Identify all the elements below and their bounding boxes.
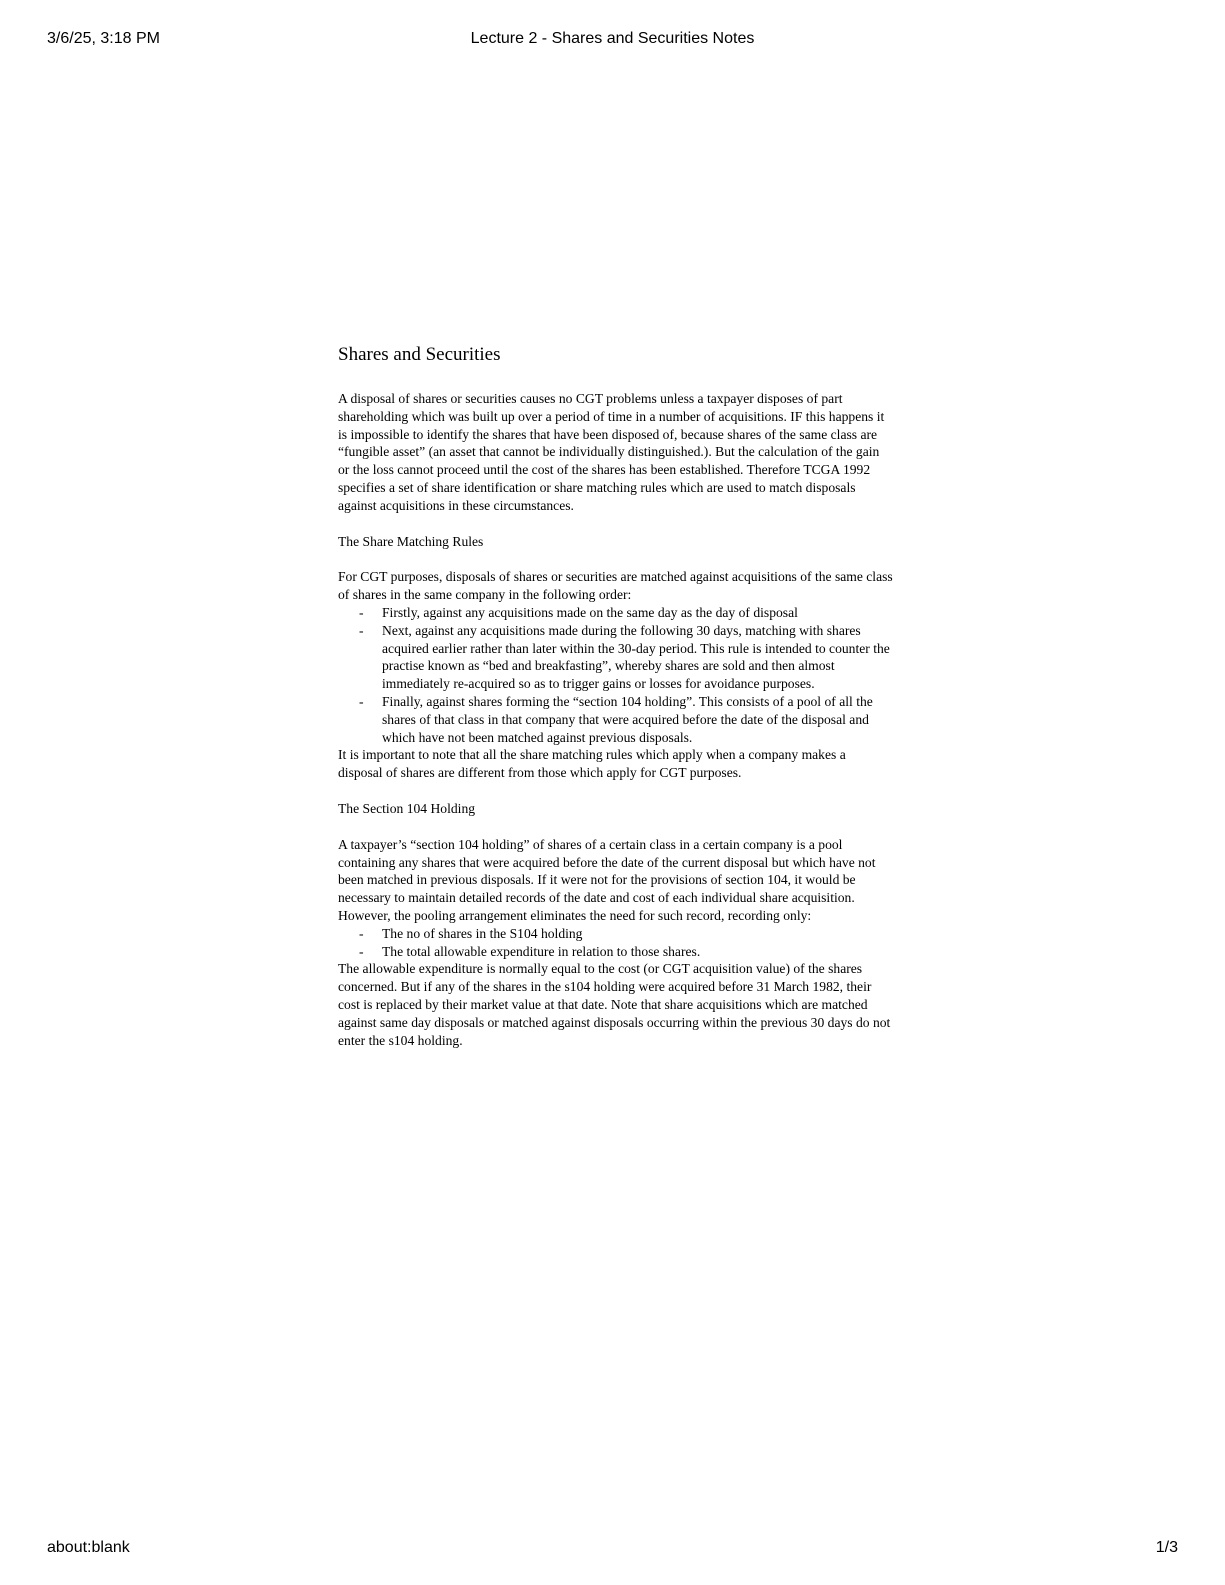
bullet-dash: - (359, 925, 364, 941)
spacer (338, 515, 893, 533)
list-item-text: The total allowable expenditure in relation to those shares. (382, 943, 701, 959)
list-item-text: Finally, against shares forming the “section 104 holding”. This consists of a pool of all the shares of that class in that company that were acquired before the date of the disposal and which have not been matched against previous disposals. (382, 693, 873, 745)
print-header (0, 30, 1225, 52)
s104-closing: The allowable expenditure is normally equal to the cost (or CGT acquisition value) of the shares concerned. But if any of the shares in the s104 holding were acquired before 31 March 1982, their cost is replaced by their market value at that date. Note that share acquisitions which are matched against same day disposals or matched against disposals occurring within the previous 30 days do not enter the s104 holding. (338, 961, 891, 1048)
share-matching-note: It is important to note that all the share matching rules which apply when a company makes a disposal of shares are different from those which apply for CGT purposes. (338, 747, 846, 781)
document-title: Shares and Securities (338, 344, 501, 365)
bullet-dash: - (359, 604, 364, 620)
intro-paragraph: A disposal of shares or securities causes no CGT problems unless a taxpayer disposes of part shareholding which was built up over a period of time in a number of acquisitions. IF this happens it is impossible to identify the shares that have been disposed of, because shares of the same class are “fungible asset” (an asset that cannot be individually distinguished.). But the calculation of the gain or the loss cannot proceed until the cost of the shares has been established. Therefore TCGA 1992 specifies a set of share identification or share matching rules which are used to match disposals against acquisitions in these circumstances. (338, 391, 885, 513)
share-matching-lead: For CGT purposes, disposals of shares or securities are matched against acquisitions of the same class of shares in the same company in the following order: (338, 569, 893, 603)
s104-lead: A taxpayer’s “section 104 holding” of shares of a certain class in a certain company is a pool containing any shares that were acquired before the date of the current disposal but which have not been matched in previous disposals. If it were not for the provisions of section 104, it would be necessary to maintain detailed records of the date and cost of each individual share acquisition. However, the pooling arrangement eliminates the need for such record, recording only: (338, 836, 876, 923)
list-item (338, 604, 893, 622)
spacer (338, 818, 893, 836)
list-item (338, 925, 893, 943)
s104-list (338, 925, 893, 961)
list-item (338, 943, 893, 961)
section-heading-s104: The Section 104 Holding (338, 800, 476, 816)
spacer (338, 782, 893, 800)
print-url: about:blank (47, 1539, 130, 1556)
bullet-dash: - (359, 693, 364, 709)
share-matching-list (338, 604, 893, 746)
print-datetime: 3/6/25, 3:18 PM (47, 30, 160, 47)
section-heading-share-matching: The Share Matching Rules (338, 533, 484, 549)
list-item-text: Next, against any acquisitions made during the following 30 days, matching with shares acquired earlier rather than later within the 30-day period. This rule is intended to counter the practise known as “bed and breakfasting”, whereby shares are sold and then almost immediately re-acquired so as to trigger gains or losses for avoidance purposes. (382, 622, 890, 692)
bullet-dash: - (359, 943, 364, 959)
list-item-text: Firstly, against any acquisitions made on the same day as the day of disposal (382, 604, 798, 620)
print-footer (0, 1539, 1225, 1561)
list-item-text: The no of shares in the S104 holding (382, 925, 583, 941)
print-document-title: Lecture 2 - Shares and Securities Notes (470, 30, 755, 47)
spacer (338, 550, 893, 568)
page-number: 1/3 (1155, 1539, 1178, 1556)
document-body (338, 344, 893, 1049)
list-item (338, 693, 893, 746)
bullet-dash: - (359, 622, 364, 638)
list-item (338, 622, 893, 693)
